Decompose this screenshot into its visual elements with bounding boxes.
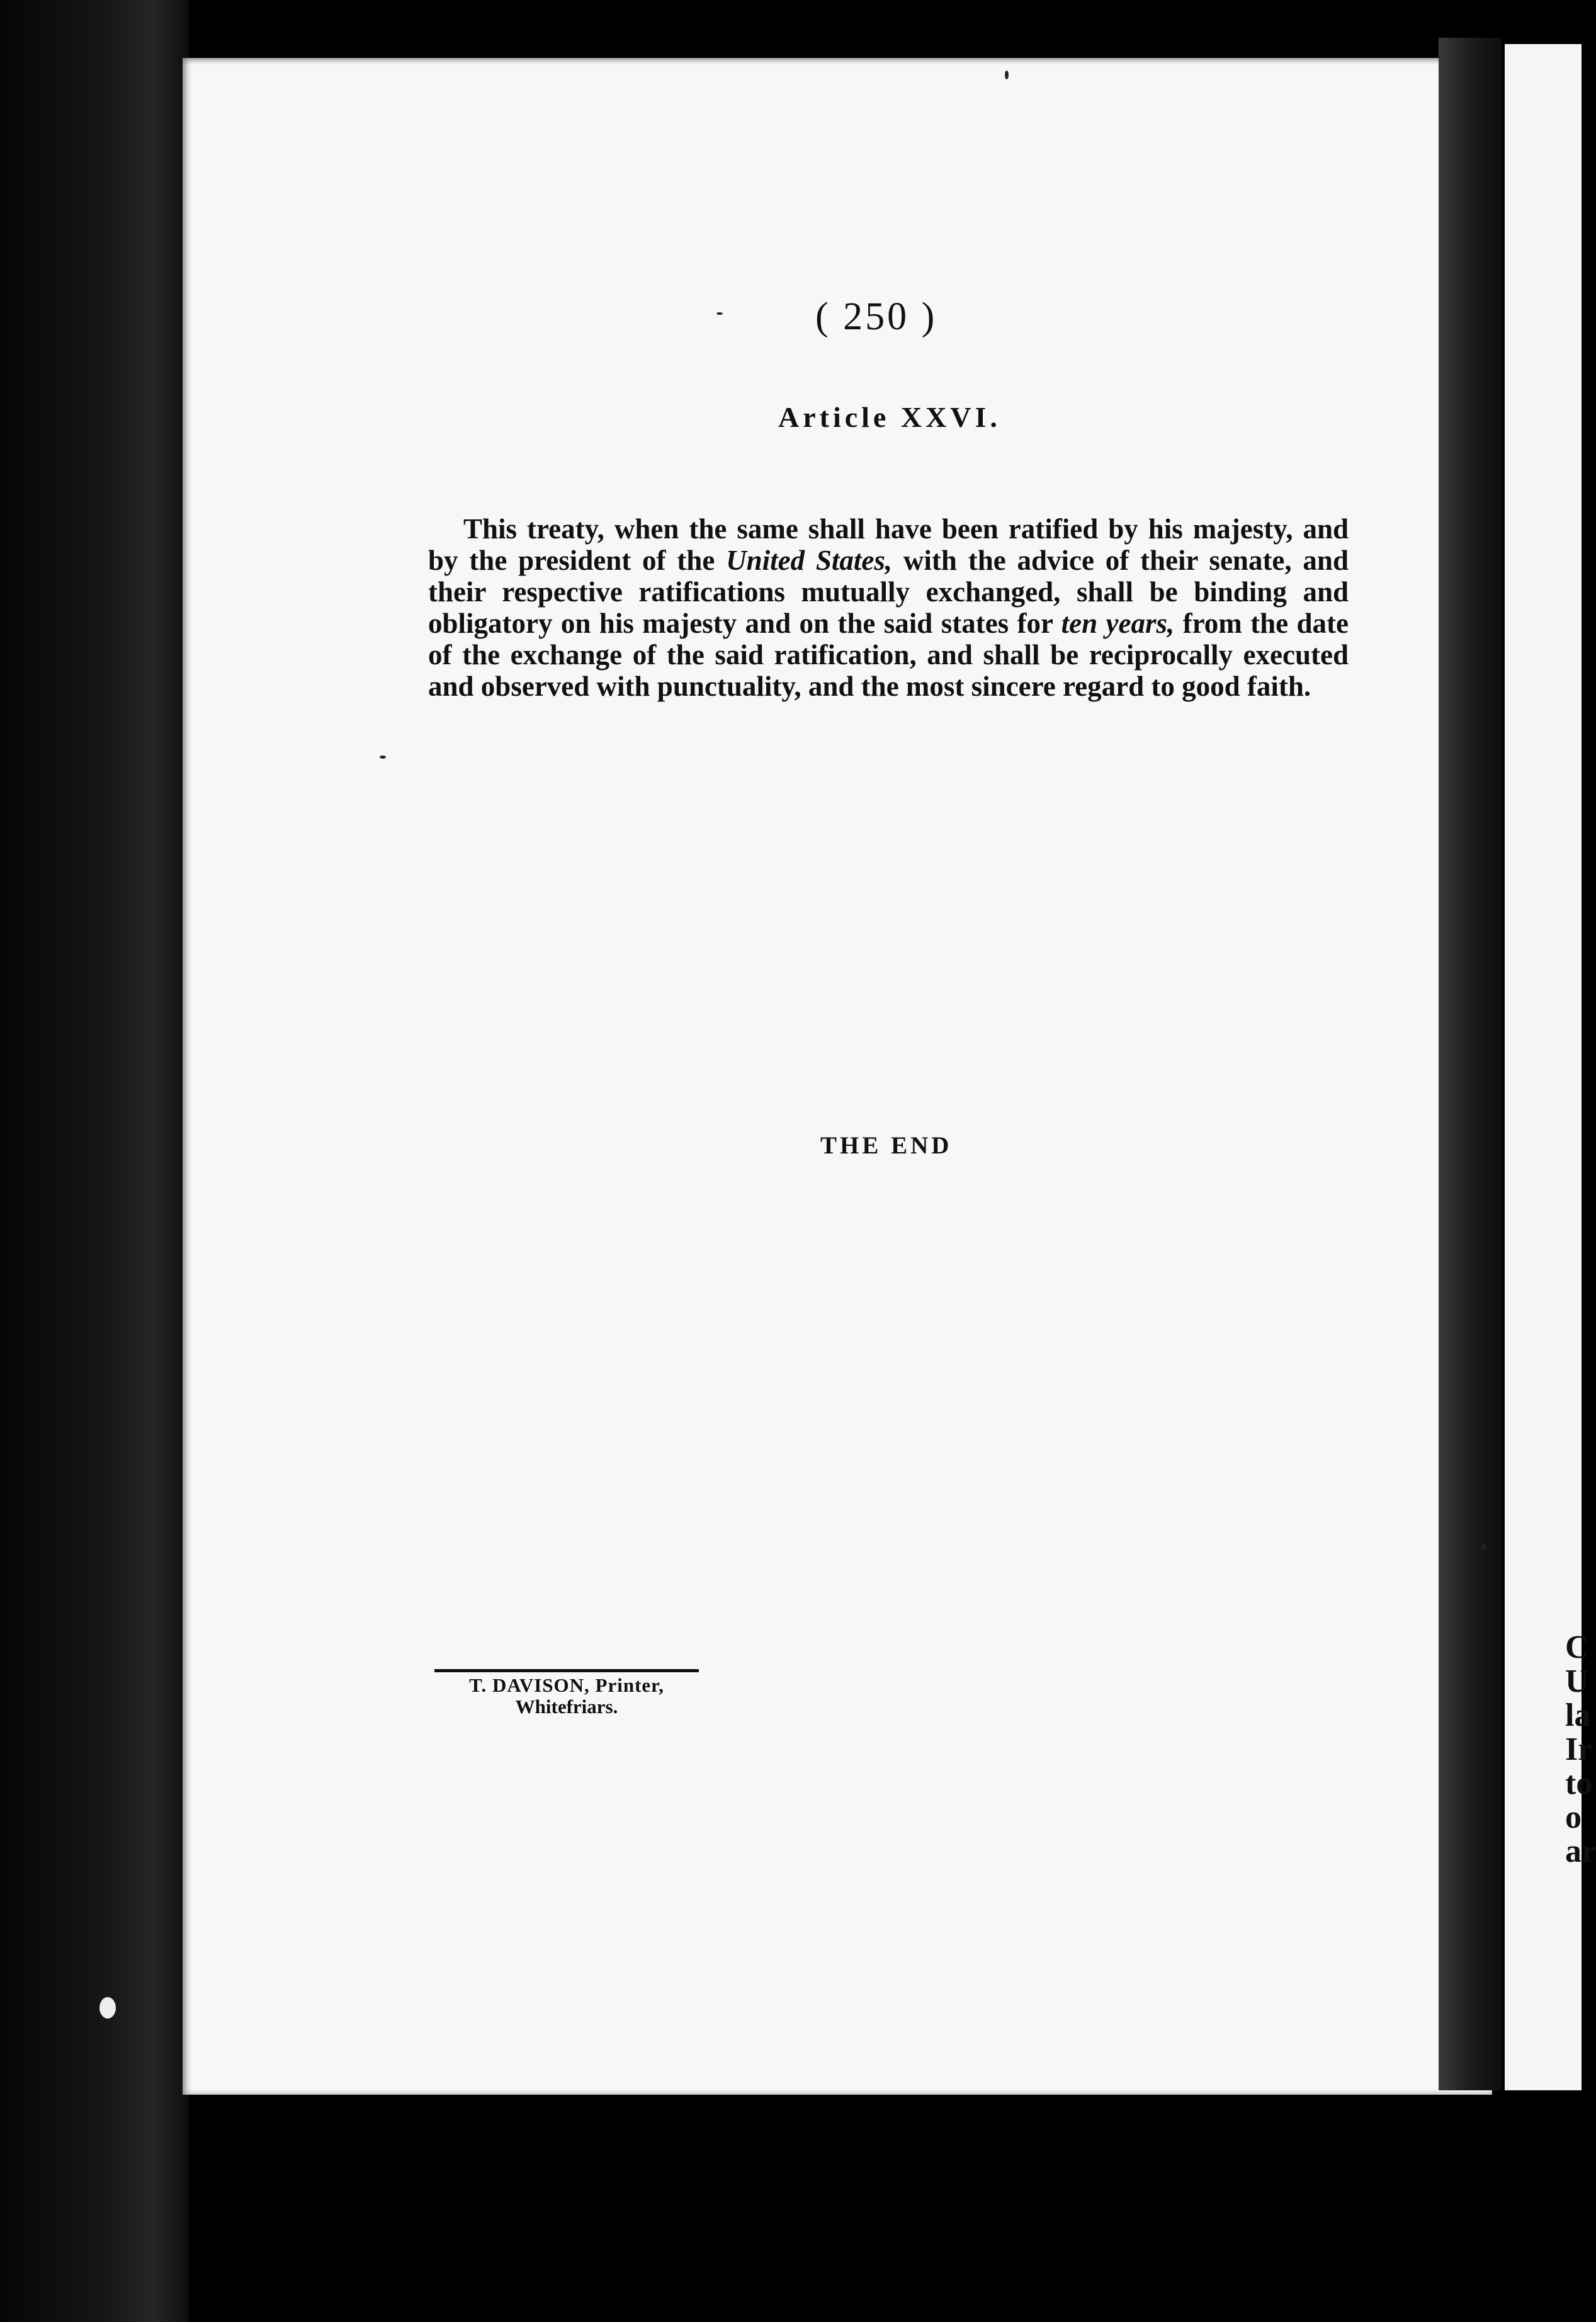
printer-colophon bbox=[434, 1669, 699, 1718]
book-page bbox=[183, 58, 1492, 2095]
ink-speck bbox=[99, 1997, 116, 2019]
printer-place: Whitefriars. bbox=[515, 1696, 618, 1718]
article-paragraph bbox=[428, 513, 1349, 702]
article-text-part: with the advice of their senate, and their respective ratifications mutually exchanged, shall be binding and obligatory on his majesty and on the said states for bbox=[428, 545, 1349, 639]
printer-name: T. DAVISON, Printer, bbox=[469, 1674, 664, 1696]
article-heading: Article XXVI. bbox=[778, 401, 1001, 433]
facing-letter: to bbox=[1565, 1765, 1593, 1801]
ink-speck bbox=[1005, 71, 1009, 79]
article-text-italic: ten years, bbox=[1061, 608, 1175, 639]
ink-speck bbox=[380, 756, 386, 759]
article-text-part: from the date of the exchange of the said ratification, and shall be reciprocally executed and observed with punctuality, and the most sincere regard to good faith. bbox=[428, 608, 1349, 702]
facing-page-letters bbox=[1565, 1631, 1596, 1869]
facing-letter: o bbox=[1565, 1799, 1582, 1835]
facing-letter: C bbox=[1565, 1629, 1589, 1665]
book-binding bbox=[0, 0, 189, 2322]
ink-speck bbox=[716, 312, 723, 315]
article-text-part: This treaty, when the same shall have been ratified by his majesty, and by the president of the bbox=[428, 513, 1349, 576]
page-gutter bbox=[1439, 38, 1502, 2090]
facing-letter: ar bbox=[1565, 1833, 1596, 1869]
closing-text: THE END bbox=[820, 1132, 953, 1159]
facing-letter: Ir bbox=[1565, 1731, 1593, 1767]
article-text-italic: United States, bbox=[726, 545, 893, 576]
facing-letter: la bbox=[1565, 1697, 1591, 1733]
ink-speck bbox=[1481, 1544, 1486, 1550]
facing-letter: U bbox=[1565, 1663, 1589, 1699]
page-number: ( 250 ) bbox=[815, 295, 937, 338]
